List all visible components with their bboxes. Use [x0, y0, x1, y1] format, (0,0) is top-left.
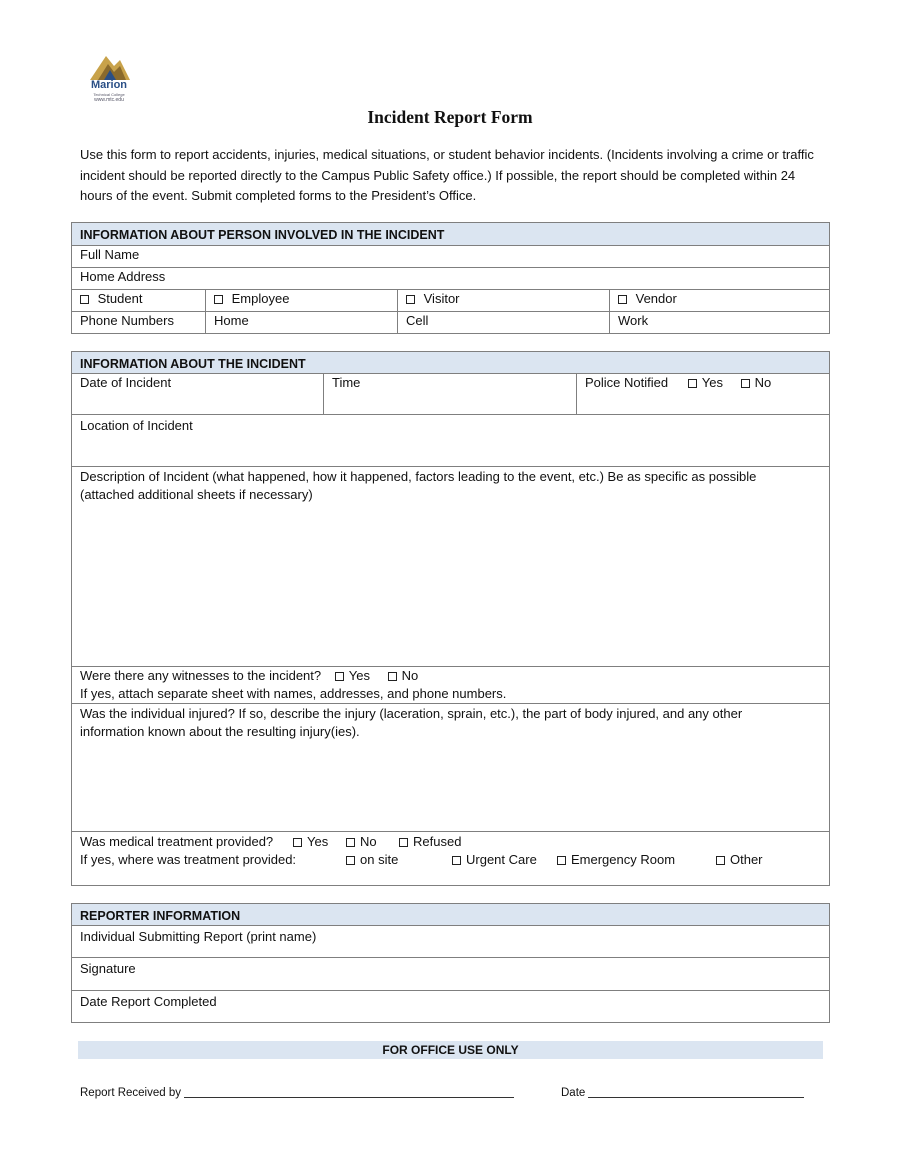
- police-yes-label: Yes: [701, 375, 723, 390]
- office-date-blank[interactable]: [588, 1086, 804, 1098]
- other-option[interactable]: [716, 851, 763, 869]
- role-visitor-label: Visitor: [423, 291, 460, 306]
- checkbox-icon[interactable]: [557, 856, 566, 865]
- signature-field[interactable]: [72, 958, 830, 991]
- location-label: Location of Incident: [80, 418, 193, 433]
- role-vendor-option[interactable]: [610, 290, 830, 312]
- treatment-field: [72, 832, 830, 886]
- full-name-field[interactable]: [72, 246, 830, 268]
- police-no-option[interactable]: [741, 374, 772, 392]
- phone-home-field[interactable]: [206, 312, 398, 334]
- treatment-refused-option[interactable]: [399, 833, 461, 851]
- time-label: Time: [332, 375, 361, 390]
- home-address-field[interactable]: [72, 268, 830, 290]
- police-no-label: No: [754, 375, 772, 390]
- received-by-blank[interactable]: [184, 1086, 514, 1098]
- checkbox-icon[interactable]: [214, 295, 223, 304]
- witness-yes-option[interactable]: [335, 667, 370, 685]
- witness-yes-label: Yes: [348, 668, 370, 683]
- urgent-care-label: Urgent Care: [466, 852, 537, 867]
- person-section-header: INFORMATION ABOUT PERSON INVOLVED IN THE INCIDENT: [72, 223, 830, 246]
- phone-work-label: Work: [618, 313, 649, 328]
- form-instructions: Use this form to report accidents, injuries, medical situations, or student behavior incidents. (Incidents involving a crime or traffic incident should be reported directly to the Campus Public Safety office.) If possible, the report should be completed within 24 hours of the event. Submit completed forms to the President’s Office.: [80, 147, 814, 203]
- phone-numbers-label: Phone Numbers: [72, 312, 206, 334]
- date-of-incident-label: Date of Incident: [80, 375, 172, 390]
- checkbox-icon[interactable]: [688, 379, 697, 388]
- injury-label-line2: information known about the resulting injury(ies).: [80, 724, 360, 739]
- incident-section: [71, 351, 830, 886]
- checkbox-icon[interactable]: [346, 856, 355, 865]
- description-label-line1: Description of Incident (what happened, how it happened, factors leading to the event, etc.) Be as specific as possible: [80, 469, 757, 484]
- treatment-no-option[interactable]: [346, 833, 377, 851]
- phone-cell-field[interactable]: [398, 312, 610, 334]
- phone-cell-label: Cell: [406, 313, 429, 328]
- treatment-question: Was medical treatment provided?: [80, 834, 274, 849]
- checkbox-icon[interactable]: [346, 838, 355, 847]
- description-field[interactable]: [72, 467, 830, 667]
- witness-no-label: No: [401, 668, 419, 683]
- police-notified-label: Police Notified: [585, 375, 669, 390]
- treatment-refused-label: Refused: [413, 834, 462, 849]
- description-label-line2: (attached additional sheets if necessary): [80, 487, 313, 502]
- date-completed-field[interactable]: [72, 991, 830, 1023]
- witness-field: [72, 667, 830, 704]
- checkbox-icon[interactable]: [452, 856, 461, 865]
- on-site-label: on site: [360, 852, 399, 867]
- role-employee-label: Employee: [231, 291, 290, 306]
- logo-subtitle: Technical College: [93, 92, 125, 97]
- received-by-line[interactable]: [80, 1086, 514, 1099]
- injury-field[interactable]: [72, 704, 830, 832]
- location-field[interactable]: [72, 415, 830, 467]
- college-logo: [84, 52, 134, 106]
- reporter-name-label: Individual Submitting Report (print name): [80, 929, 317, 944]
- role-visitor-option[interactable]: [398, 290, 610, 312]
- treatment-yes-option[interactable]: [293, 833, 328, 851]
- other-label: Other: [730, 852, 763, 867]
- phone-work-field[interactable]: [610, 312, 830, 334]
- checkbox-icon[interactable]: [399, 838, 408, 847]
- injury-label-line1: Was the individual injured? If so, describe the injury (laceration, sprain, etc.), the part of body injured, and any other: [80, 706, 743, 721]
- checkbox-icon[interactable]: [406, 295, 415, 304]
- date-completed-label: Date Report Completed: [80, 994, 217, 1009]
- checkbox-icon[interactable]: [293, 838, 302, 847]
- office-use-header: FOR OFFICE USE ONLY: [78, 1041, 823, 1059]
- reporter-name-field[interactable]: [72, 926, 830, 958]
- checkbox-icon[interactable]: [80, 295, 89, 304]
- checkbox-icon[interactable]: [335, 672, 344, 681]
- office-date-line[interactable]: [561, 1086, 804, 1099]
- logo-name: Marion: [90, 79, 128, 91]
- role-student-label: Student: [97, 291, 143, 306]
- checkbox-icon[interactable]: [388, 672, 397, 681]
- treatment-yes-label: Yes: [307, 834, 329, 849]
- logo-url: www.mtc.edu: [94, 97, 124, 103]
- checkbox-icon[interactable]: [741, 379, 750, 388]
- reporter-section: [71, 903, 830, 1023]
- role-student-option[interactable]: [72, 290, 206, 312]
- role-employee-option[interactable]: [206, 290, 398, 312]
- date-of-incident-field[interactable]: [72, 374, 324, 415]
- reporter-section-header: REPORTER INFORMATION: [72, 904, 830, 926]
- emergency-room-option[interactable]: [557, 851, 675, 869]
- form-title: Incident Report Form: [367, 107, 533, 127]
- witness-question: Were there any witnesses to the incident?: [80, 668, 322, 683]
- incident-section-header: INFORMATION ABOUT THE INCIDENT: [72, 352, 830, 374]
- treatment-where-label: If yes, where was treatment provided:: [80, 852, 297, 867]
- role-vendor-label: Vendor: [635, 291, 677, 306]
- urgent-care-option[interactable]: [452, 851, 537, 869]
- witness-no-option[interactable]: [388, 667, 419, 685]
- emergency-room-label: Emergency Room: [571, 852, 676, 867]
- checkbox-icon[interactable]: [618, 295, 627, 304]
- police-yes-option[interactable]: [688, 374, 723, 392]
- received-by-label: Report Received by: [80, 1087, 181, 1099]
- mountain-logo-icon: [84, 52, 134, 82]
- police-notified-field: [577, 374, 830, 415]
- treatment-no-label: No: [360, 834, 377, 849]
- home-address-label: Home Address: [80, 269, 166, 284]
- on-site-option[interactable]: [346, 851, 398, 869]
- signature-label: Signature: [80, 961, 136, 976]
- phone-home-label: Home: [214, 313, 249, 328]
- full-name-label: Full Name: [80, 247, 140, 262]
- checkbox-icon[interactable]: [716, 856, 725, 865]
- time-field[interactable]: [324, 374, 577, 415]
- person-section: [71, 222, 830, 334]
- office-date-label: Date: [561, 1087, 586, 1099]
- witness-note: If yes, attach separate sheet with names, addresses, and phone numbers.: [80, 686, 507, 701]
